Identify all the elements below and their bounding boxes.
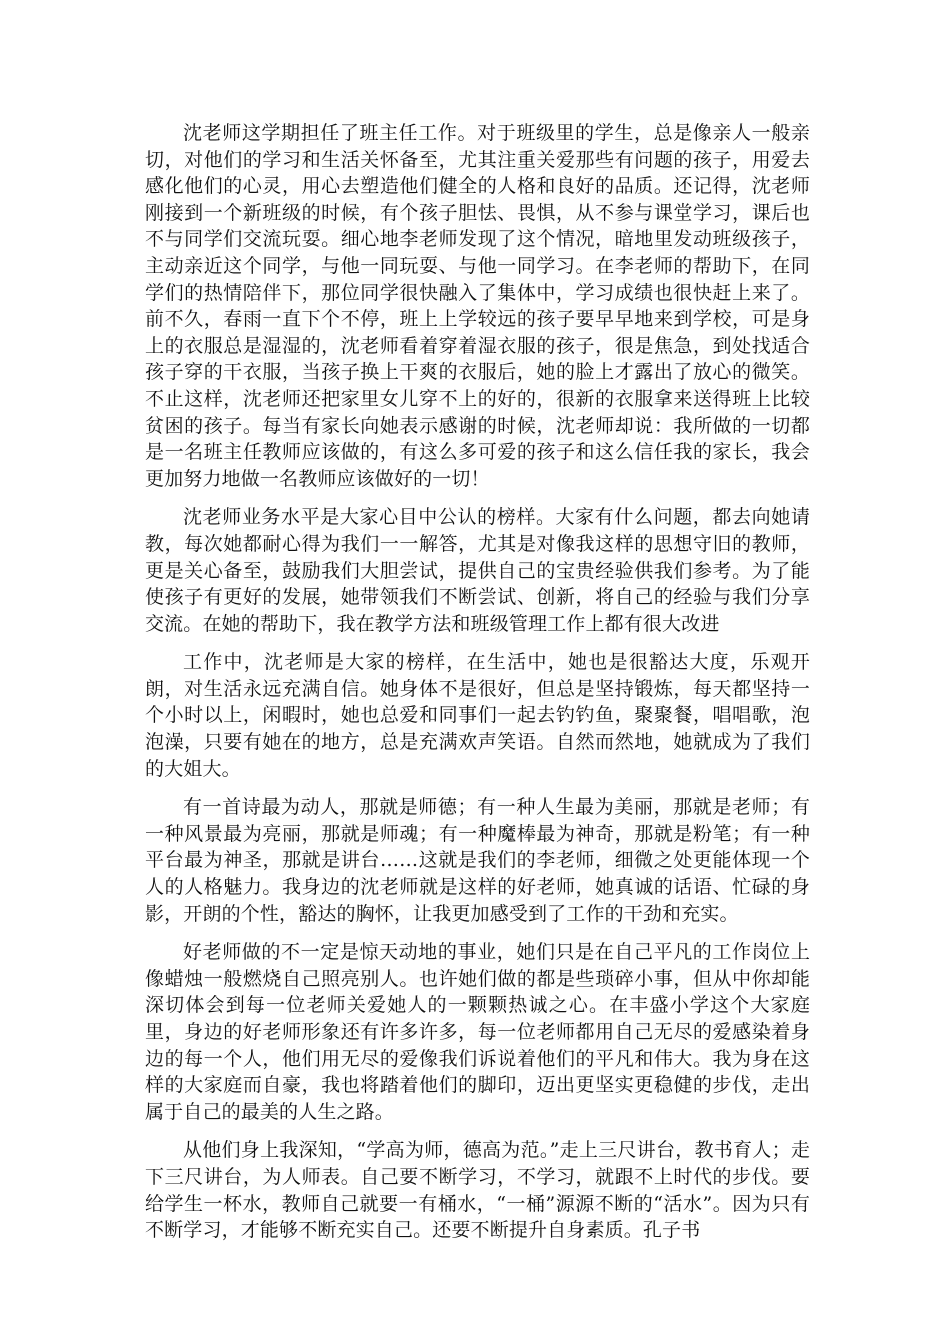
paragraph-2: 沈老师业务水平是大家心目中公认的榜样。大家有什么问题，都去向她请教，每次她都耐心得为我们一一解答，尤其是对像我这样的思想守旧的教师，更是关心备至，鼓励我们大胆尝试，提供自己的宝贵经验供我们参考。为了能使孩子有更好的发展，她带领我们不断尝试、创新，将自己的经验与我们分享交流。在她的帮助下，我在教学方法和班级管理工作上都有很大改进 xyxy=(145,506,810,635)
paragraph-5: 好老师做的不一定是惊天动地的事业，她们只是在自己平凡的工作岗位上像蜡烛一般燃烧自己照亮别人。也许她们做的都是些琐碎小事，但从中你却能深切体会到每一位老师关爱她人的一颗颗热诚之心。在丰盛小学这个大家庭里，身边的好老师形象还有许多许多，每一位老师都用自己无尽的爱感染着身边的每一个人，他们用无尽的爱像我们诉说着他们的平凡和伟大。我为身在这样的大家庭而自豪，我也将踏着他们的脚印，迈出更坚实更稳健的步伐，走出属于自己的最美的人生之路。 xyxy=(145,941,810,1123)
paragraph-1: 沈老师这学期担任了班主任工作。对于班级里的学生，总是像亲人一般亲切，对他们的学习和生活关怀备至，尤其注重关爱那些有问题的孩子，用爱去感化他们的心灵，用心去塑造他们健全的人格和良好的品质。还记得，沈老师刚接到一个新班级的时候，有个孩子胆怯、畏惧，从不参与课堂学习，课后也不与同学们交流玩耍。细心地李老师发现了这个情况，暗地里发动班级孩子，主动亲近这个同学，与他一同玩耍、与他一同学习。在李老师的帮助下，在同学们的热情陪伴下，那位同学很快融入了集体中，学习成绩也很快赶上来了。前不久，春雨一直下个不停，班上上学较远的孩子要早早地来到学校，可是身上的衣服总是湿湿的，沈老师看着穿着湿衣服的孩子，很是焦急，到处找适合孩子穿的干衣服，当孩子换上干爽的衣服后，她的脸上才露出了放心的微笑。不止这样，沈老师还把家里女儿穿不上的好的，很新的衣服拿来送得班上比较贫困的孩子。每当有家长向她表示感谢的时候，沈老师却说：我所做的一切都是一名班主任教师应该做的，有这么多可爱的孩子和这么信任我的家长，我会更加努力地做一名教师应该做好的一切！ xyxy=(145,122,810,490)
paragraph-3: 工作中，沈老师是大家的榜样，在生活中，她也是很豁达大度，乐观开朗，对生活永远充满自信。她身体不是很好，但总是坚持锻炼，每天都坚持一个小时以上，闲暇时，她也总爱和同事们一起去钓钓鱼，聚聚餐，唱唱歌，泡泡澡，只要有她在的地方，总是充满欢声笑语。自然而然地，她就成为了我们的大姐大。 xyxy=(145,651,810,780)
document-page xyxy=(145,120,810,1244)
paragraph-6: 从他们身上我深知，“学高为师，德高为范。”走上三尺讲台，教书育人；走下三尺讲台，为人师表。自己要不断学习，不学习，就跟不上时代的步伐。要给学生一杯水，教师自己就要一有桶水，“一桶”源源不断的“活水”。因为只有不断学习，才能够不断充实自己。还要不断提升自身素质。孔子书 xyxy=(145,1139,810,1242)
paragraph-4: 有一首诗最为动人，那就是师德；有一种人生最为美丽，那就是老师；有一种风景最为亮丽，那就是师魂；有一种魔棒最为神奇，那就是粉笔；有一种平台最为神圣，那就是讲台……这就是我们的李老师，细微之处更能体现一个人的人格魅力。我身边的沈老师就是这样的好老师，她真诚的话语、忙碌的身影，开朗的个性，豁达的胸怀，让我更加感受到了工作的干劲和充实。 xyxy=(145,796,810,925)
